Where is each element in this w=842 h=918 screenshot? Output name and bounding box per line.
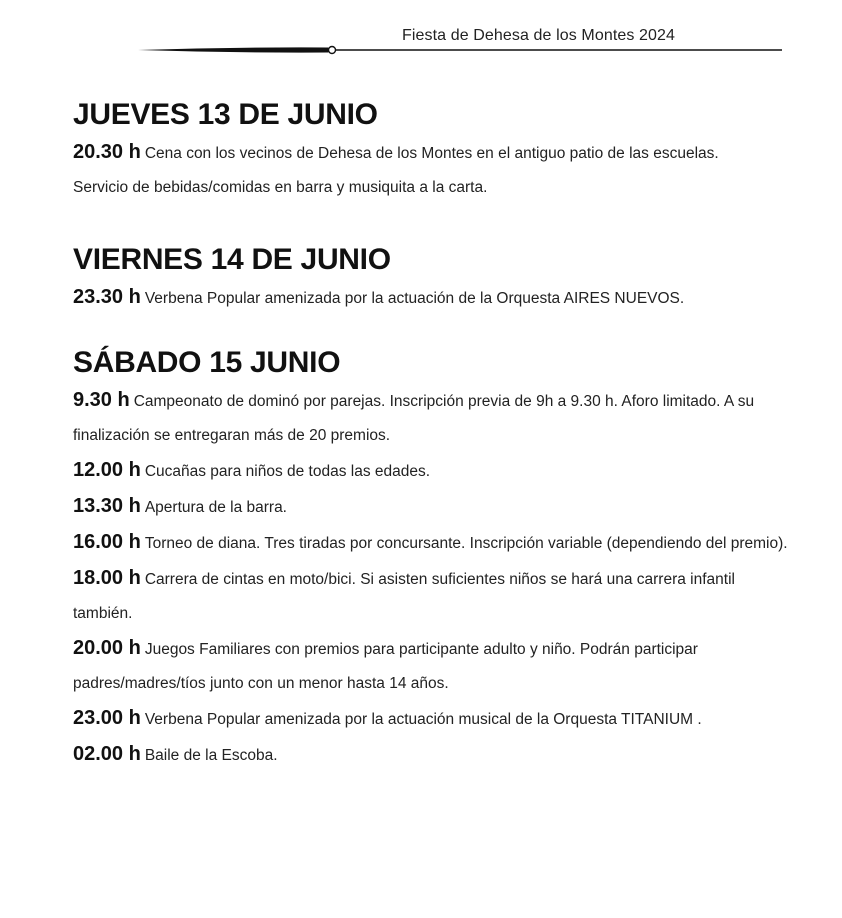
event-item	[73, 561, 793, 631]
event-item	[73, 383, 793, 453]
event-text: Apertura de la barra.	[144, 499, 287, 516]
event-text: Verbena Popular amenizada por la actuación de la Orquesta AIRES NUEVOS.	[144, 290, 685, 307]
event-time: 20.00 h	[73, 637, 141, 659]
day-title: VIERNES 14 DE JUNIO	[73, 243, 391, 276]
event-item	[73, 631, 793, 701]
event-text: Cena con los vecinos de Dehesa de los Montes en el antiguo patio de las escuelas.	[144, 145, 719, 162]
event-time: 12.00 h	[73, 459, 141, 481]
event-text: Cucañas para niños de todas las edades.	[144, 463, 431, 480]
event-text: Campeonato de dominó por parejas. Inscripción previa de 9h a 9.30 h. Aforo limitado. A su finalización se entregaran más de 20 premios.	[73, 393, 755, 444]
event-item	[73, 525, 793, 561]
event-time: 02.00 h	[73, 743, 141, 765]
header-title: Fiesta de Dehesa de los Montes 2024	[402, 27, 675, 44]
day-title: SÁBADO 15 JUNIO	[73, 346, 341, 379]
event-time: 23.30 h	[73, 286, 141, 308]
event-text: Torneo de diana. Tres tiradas por concursante. Inscripción variable (dependiendo del premio).	[144, 535, 788, 552]
event-item	[73, 701, 793, 737]
event-time: 13.30 h	[73, 495, 141, 517]
event-time: 20.30 h	[73, 141, 141, 163]
event-time: 16.00 h	[73, 531, 141, 553]
event-item	[73, 280, 793, 316]
day-section-jueves	[73, 95, 793, 205]
event-item	[73, 489, 793, 525]
event-note: Servicio de bebidas/comidas en barra y musiquita a la carta.	[73, 179, 488, 196]
event-time: 23.00 h	[73, 707, 141, 729]
event-item	[73, 737, 793, 773]
event-text: Carrera de cintas en moto/bici. Si asisten suficientes niños se hará una carrera infantil también.	[73, 571, 735, 622]
day-section-sabado	[73, 343, 793, 773]
event-item	[73, 453, 793, 489]
event-time: 18.00 h	[73, 567, 141, 589]
event-text: Juegos Familiares con premios para participante adulto y niño. Podrán participar padres/madres/tíos junto con un menor hasta 14 años.	[73, 641, 698, 692]
header-decorative-rule	[138, 40, 782, 60]
event-time: 9.30 h	[73, 389, 130, 411]
event-text: Verbena Popular amenizada por la actuación musical de la Orquesta TITANIUM .	[144, 711, 702, 728]
day-title: JUEVES 13 DE JUNIO	[73, 98, 378, 131]
event-text: Baile de la Escoba.	[144, 747, 278, 764]
day-section-viernes	[73, 240, 793, 316]
event-item	[73, 135, 793, 171]
program-content	[73, 95, 793, 773]
